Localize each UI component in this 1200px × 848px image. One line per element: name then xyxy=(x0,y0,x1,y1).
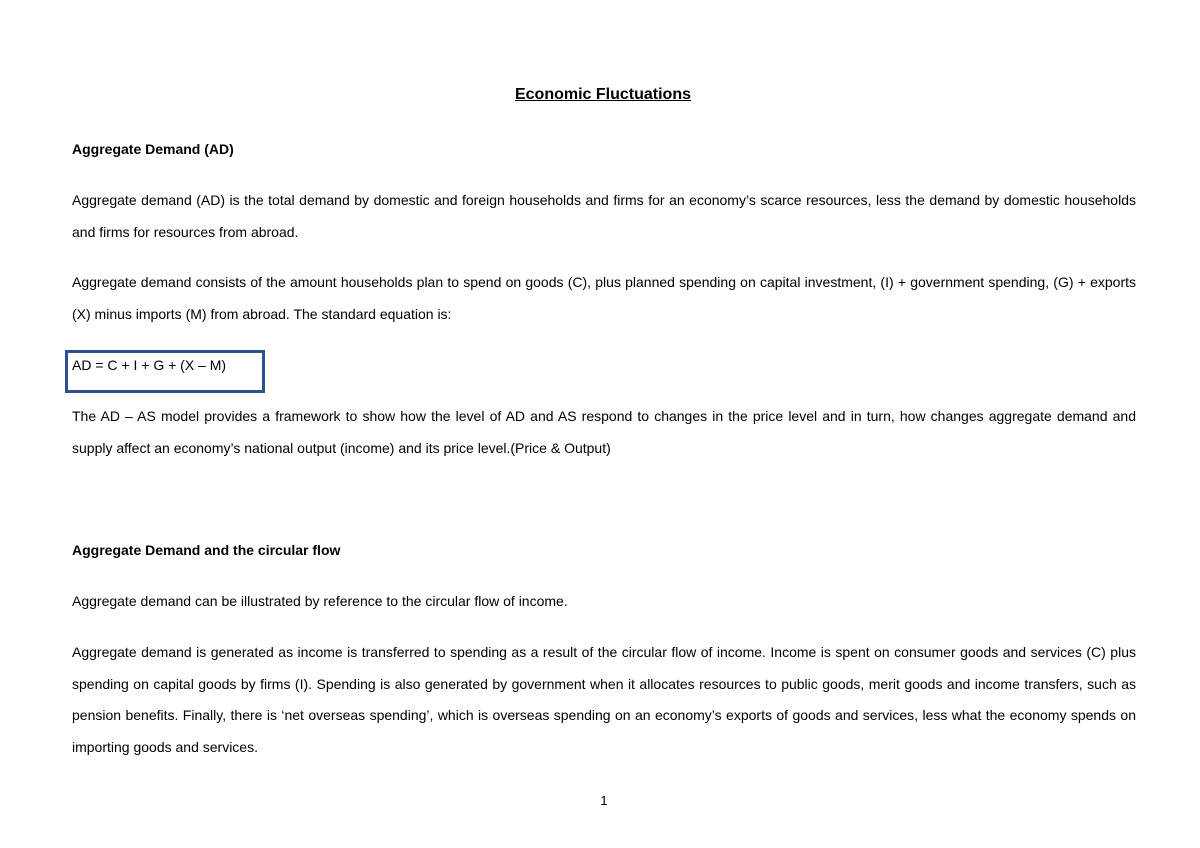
paragraph-circular-flow-intro: Aggregate demand can be illustrated by reference to the circular flow of income. xyxy=(72,593,568,609)
paragraph-ad-components: Aggregate demand consists of the amount households plan to spend on goods (C), plus planned spending on capital investment, (I) + government spending, (G) + exports (X) minus imports (M) from abroad. The standard equation is: xyxy=(72,274,1136,322)
section-heading-aggregate-demand: Aggregate Demand (AD) xyxy=(72,141,234,157)
section-heading-circular-flow: Aggregate Demand and the circular flow xyxy=(72,542,341,558)
page-number: 1 xyxy=(600,793,608,808)
paragraph-ad-as-model: The AD – AS model provides a framework to show how the level of AD and AS respond to changes in the price level and in turn, how changes aggregate demand and supply affect an economy’s national output (income) and its price level.(Price & Output) xyxy=(72,408,1136,456)
document-title: Economic Fluctuations xyxy=(514,86,691,103)
paragraph-circular-flow-detail: Aggregate demand is generated as income is transferred to spending as a result of the circular flow of income. Income is spent on consumer goods and services (C) plus spending on capital goods by firms (I). Spending is also generated by government when it allocates resources to public goods, merit goods and income transfers, such as pension benefits. Finally, there is ‘net overseas spending’, which is overseas spending on an economy’s exports of goods and services, less what the economy spends on importing goods and services. xyxy=(72,644,1136,755)
ad-equation: AD = C + I + G + (X – M) xyxy=(72,357,227,373)
paragraph-ad-definition: Aggregate demand (AD) is the total demand by domestic and foreign households and firms for an economy’s scarce resources, less the demand by domestic households and firms for resources from abroad. xyxy=(72,192,1136,240)
